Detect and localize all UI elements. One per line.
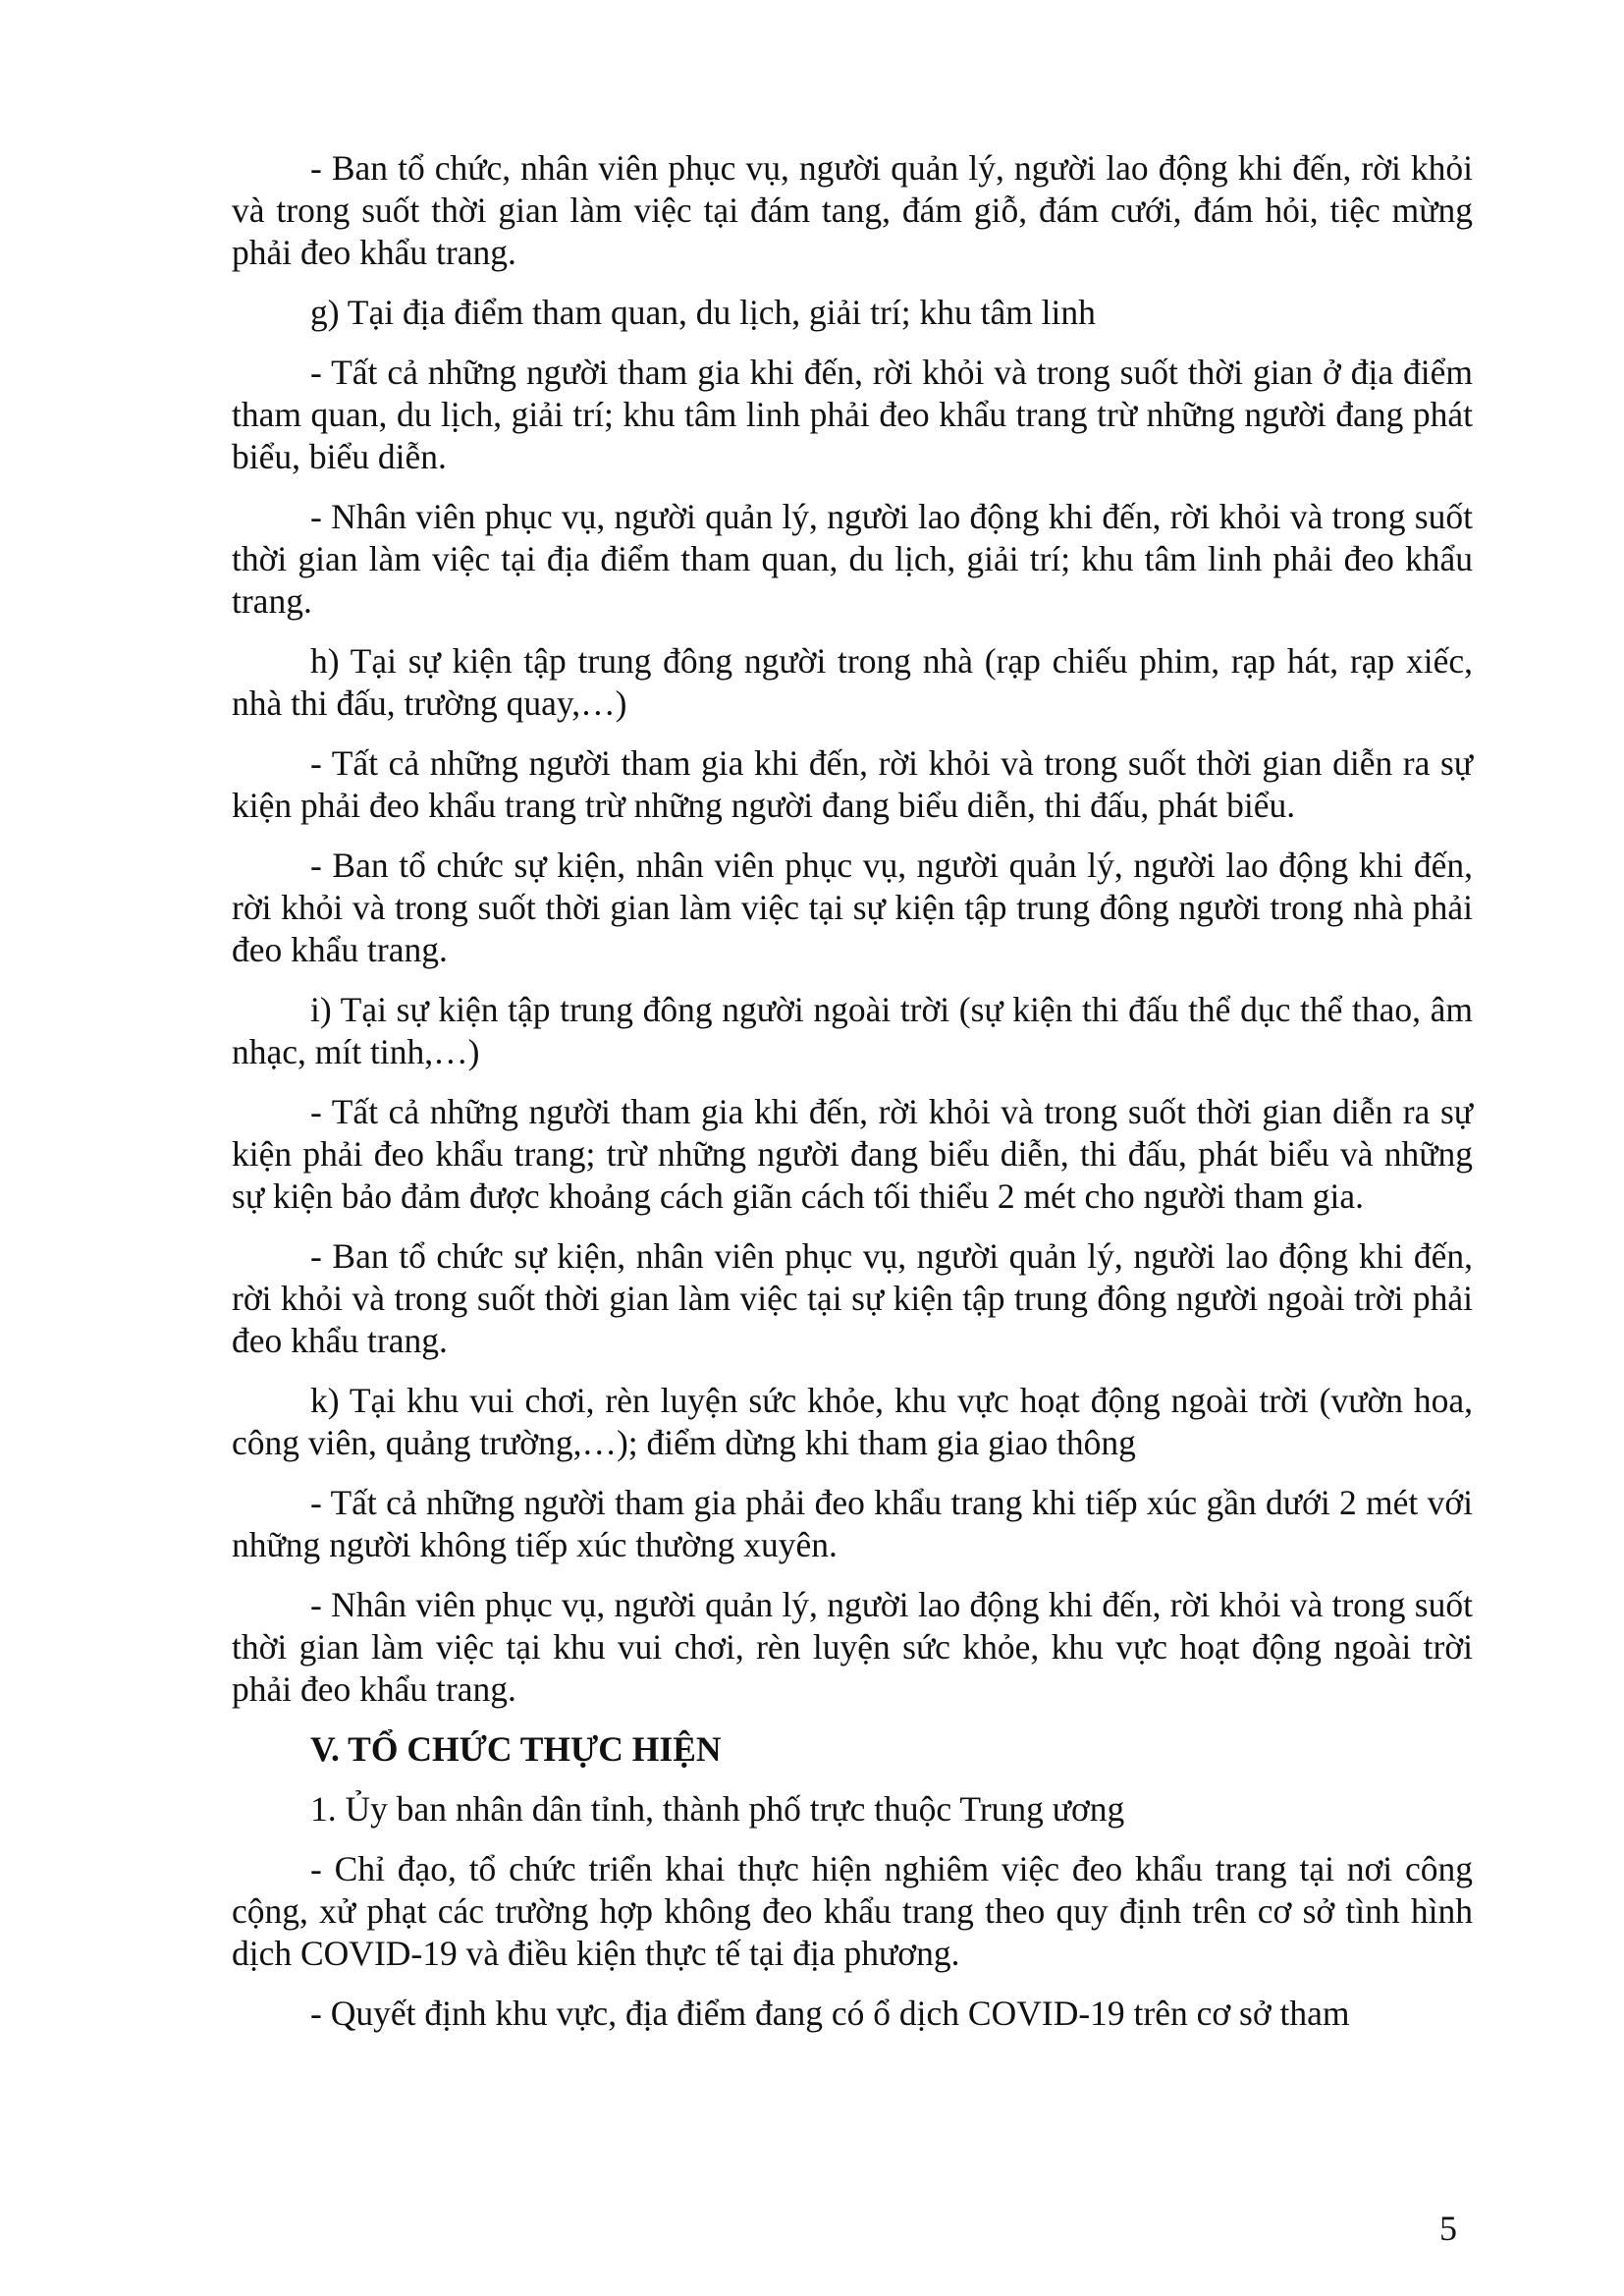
paragraph-direct-implementation: - Chỉ đạo, tổ chức triển khai thực hiện nghiêm việc đeo khẩu trang tại nơi công cộng, xử phạt các trường hợp không đeo khẩu trang theo quy định trên cơ sở tình hình dịch COVID-19 và điều kiện thực tế tại địa phương.: [232, 1849, 1473, 1973]
paragraph-indoor-participants: - Tất cả những người tham gia khi đến, rời khỏi và trong suốt thời gian diễn ra sự kiện phải đeo khẩu trang trừ những người đang biểu diễn, thi đấu, phát biểu.: [232, 743, 1473, 825]
paragraph-outdoor-staff: - Ban tổ chức sự kiện, nhân viên phục vụ, người quản lý, người lao động khi đến, rời khỏi và trong suốt thời gian làm việc tại sự kiện tập trung đông người ngoài trời phải đeo khẩu trang.: [232, 1236, 1473, 1360]
paragraph-item-k-heading: k) Tại khu vui chơi, rèn luyện sức khỏe, khu vực hoạt động ngoài trời (vườn hoa, công viên, quảng trường,…); điểm dừng khi tham gia giao thông: [232, 1381, 1473, 1462]
page-number: 5: [1439, 2209, 1457, 2248]
paragraph-item-g-heading: g) Tại địa điểm tham quan, du lịch, giải trí; khu tâm linh: [310, 293, 1096, 332]
paragraph-item-i-heading: i) Tại sự kiện tập trung đông người ngoài trời (sự kiện thi đấu thể dục thể thao, âm nhạc, mít tinh,…): [232, 990, 1473, 1071]
paragraph-indoor-staff: - Ban tổ chức sự kiện, nhân viên phục vụ, người quản lý, người lao động khi đến, rời khỏi và trong suốt thời gian làm việc tại sự kiện tập trung đông người trong nhà phải đeo khẩu trang.: [232, 846, 1473, 969]
paragraph-provincial-committee: 1. Ủy ban nhân dân tỉnh, thành phố trực thuộc Trung ương: [310, 1789, 1125, 1829]
section-heading: V. TỔ CHỨC THỰC HIỆN: [310, 1729, 722, 1769]
document-page: [232, 147, 1473, 2052]
paragraph-item-h-heading: h) Tại sự kiện tập trung đông người trong nhà (rạp chiếu phim, rạp hát, rạp xiếc, nhà thi đấu, trường quay,…): [232, 641, 1473, 723]
paragraph-recreation-staff: - Nhân viên phục vụ, người quản lý, người lao động khi đến, rời khỏi và trong suốt thời gian làm việc tại khu vui chơi, rèn luyện sức khỏe, khu vực hoạt động ngoài trời phải đeo khẩu trang.: [232, 1585, 1473, 1709]
paragraph-tourism-participants: - Tất cả những người tham gia khi đến, rời khỏi và trong suốt thời gian ở địa điểm tham quan, du lịch, giải trí; khu tâm linh phải đeo khẩu trang trừ những người đang phát biểu, biểu diễn.: [232, 353, 1473, 476]
paragraph-tourism-staff: - Nhân viên phục vụ, người quản lý, người lao động khi đến, rời khỏi và trong suốt thời gian làm việc tại địa điểm tham quan, du lịch, giải trí; khu tâm linh phải đeo khẩu trang.: [232, 497, 1473, 621]
paragraph-outdoor-participants: - Tất cả những người tham gia khi đến, rời khỏi và trong suốt thời gian diễn ra sự kiện phải đeo khẩu trang; trừ những người đang biểu diễn, thi đấu, phát biểu và những sự kiện bảo đảm được khoảng cách giãn cách tối thiểu 2 mét cho người tham gia.: [232, 1092, 1473, 1216]
paragraph-organizers-funeral-wedding: - Ban tổ chức, nhân viên phục vụ, người quản lý, người lao động khi đến, rời khỏi và trong suốt thời gian làm việc tại đám tang, đám giỗ, đám cưới, đám hỏi, tiệc mừng phải đeo khẩu trang.: [232, 148, 1473, 272]
paragraph-recreation-participants: - Tất cả những người tham gia phải đeo khẩu trang khi tiếp xúc gần dưới 2 mét với những người không tiếp xúc thường xuyên.: [232, 1483, 1473, 1564]
paragraph-decide-outbreak-areas: - Quyết định khu vực, địa điểm đang có ổ dịch COVID-19 trên cơ sở tham: [310, 1994, 1350, 2033]
